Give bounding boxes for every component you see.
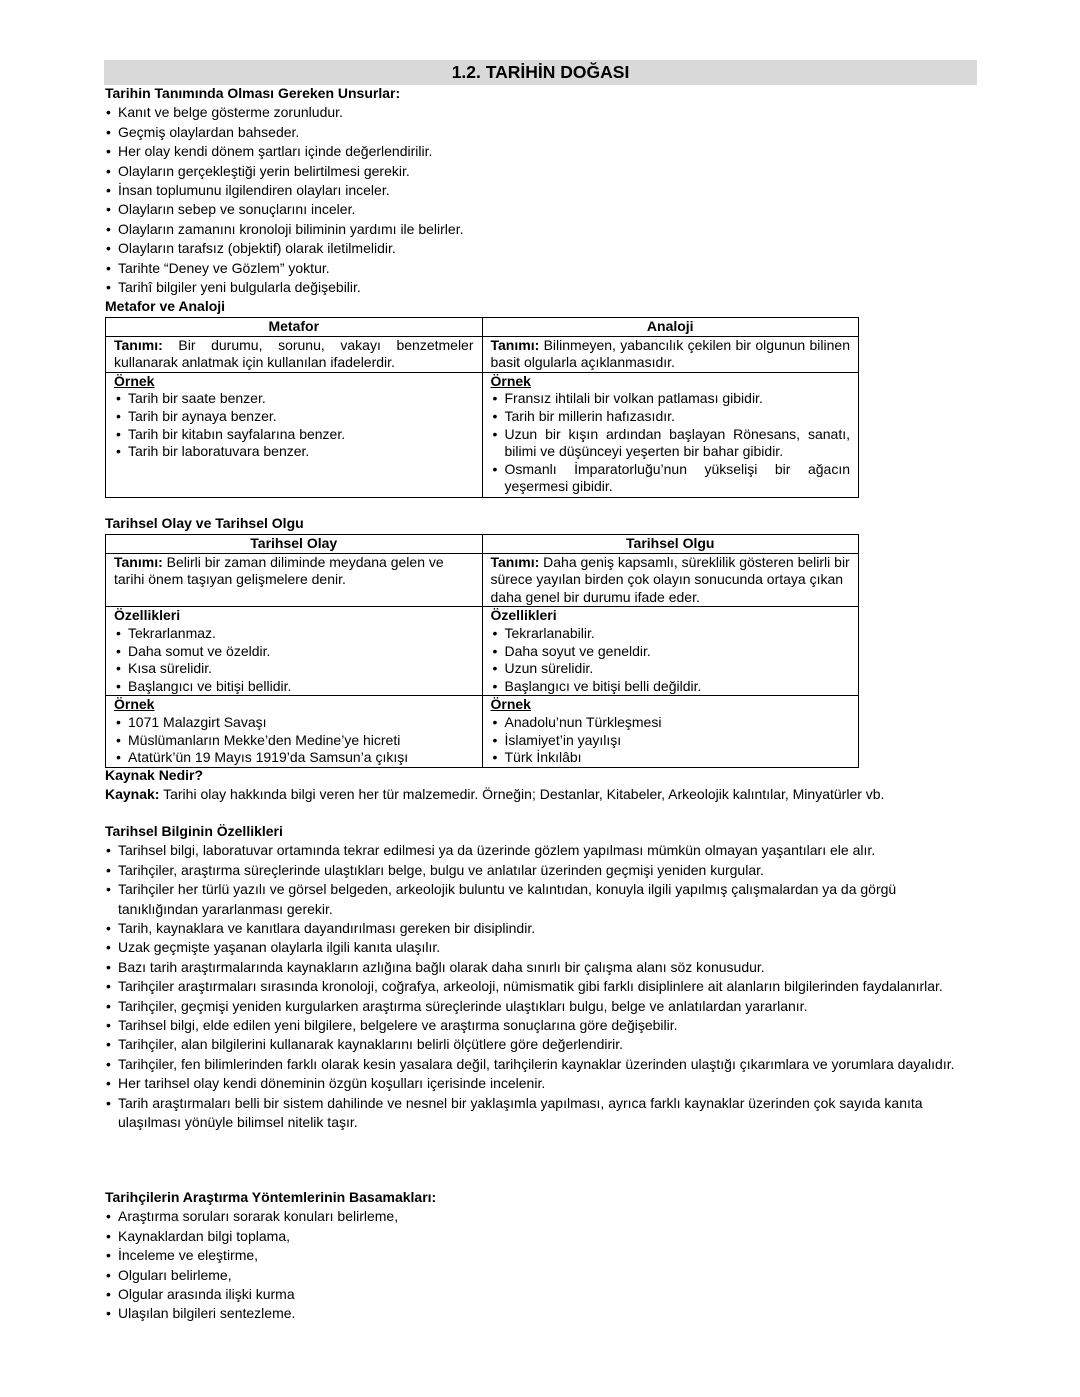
example-list <box>491 714 851 767</box>
list-item: • Tarihçiler, geçmişi yeniden kurgularken araştırma süreçlerinde ulaştıkları bulgu, belge ve anlatılardan yararlanır. <box>105 997 977 1016</box>
list-item: • Tarihte “Deney ve Gözlem” yoktur. <box>105 259 977 278</box>
bilgi-list <box>105 841 977 1132</box>
page-title: 1.2. TARİHİN DOĞASI <box>451 62 630 82</box>
list-item: • Tarih bir saate benzer. <box>114 390 474 408</box>
list-item: • Uzun bir kışın ardından başlayan Rönesans, sanatı, bilimi ve düşünceyi yeşerten bir bahar gibidir. <box>491 426 851 461</box>
list-item: • Olayların tarafsız (objektif) olarak iletilmelidir. <box>105 239 977 258</box>
definition-label: Tanımı: <box>490 553 540 570</box>
list-item: • İslamiyet’in yayılışı <box>491 732 851 750</box>
definition-text: Belirli bir zaman diliminde meydana gelen ve tarihi önem taşıyan gelişmelere denir. <box>114 553 444 588</box>
yontem-section <box>105 1188 977 1324</box>
list-item: • Tarihçiler, araştırma süreçlerinde ulaştıkları belge, bulgu ve anlatılar üzerinden geçmişi yeniden kurgular. <box>105 861 977 880</box>
list-item: • Her olay kendi dönem şartları içinde değerlendirilir. <box>105 142 977 161</box>
olay-table <box>105 534 859 768</box>
list-item: • Tarihçiler her türlü yazılı ve görsel belgeden, arkeolojik buluntu ve kalıntıdan, konuyla ilgili yapılmış çalışmalardan ya da görgü tanıklığından yararlanması gerekir. <box>105 880 977 919</box>
column-header: Tarihsel Olgu <box>482 535 859 554</box>
kaynak-paragraph <box>105 785 977 804</box>
yontem-heading: Tarihçilerin Araştırma Yöntemlerinin Basamakları: <box>105 1189 437 1205</box>
kaynak-label: Kaynak: <box>105 786 160 803</box>
list-item: • Kaynaklardan bilgi toplama, <box>105 1227 977 1246</box>
unsurlar-heading: Tarihin Tanımında Olması Gereken Unsurlar: <box>105 85 401 101</box>
bilgi-heading: Tarihsel Bilginin Özellikleri <box>105 823 283 839</box>
list-item: • Fransız ihtilali bir volkan patlaması gibidir. <box>491 390 851 408</box>
definition-text: Daha geniş kapsamlı, süreklilik gösteren belirli bir sürece yayılan birden çok olayın sonucunda ortaya çıkan daha genel bir durumu ifade eder. <box>490 553 850 605</box>
list-item: • Tekrarlanabilir. <box>491 625 851 643</box>
list-item: • Tarih bir laboratuvara benzer. <box>114 443 474 461</box>
list-item: • Tarihî bilgiler yeni bulgularla değişebilir. <box>105 278 977 297</box>
list-item: • Uzak geçmişte yaşanan olaylarla ilgili kanıta ulaşılır. <box>105 938 977 957</box>
list-item: • Daha soyut ve geneldir. <box>491 643 851 661</box>
table-cell <box>106 553 483 607</box>
list-item: • Geçmiş olaylardan bahseder. <box>105 123 977 142</box>
kaynak-text: Tarihi olay hakkında bilgi veren her tür malzemedir. Örneğin; Destanlar, Kitabeler, Arkeolojik kalıntılar, Minyatürler vb. <box>163 786 885 803</box>
list-item: • Olguları belirleme, <box>105 1266 977 1285</box>
example-label: Örnek <box>114 372 155 389</box>
metafor-table-wrap <box>105 317 859 498</box>
list-item: • Bazı tarih araştırmalarında kaynakların azlığına bağlı olarak daha sınırlı bir çalışma alanı söz konusudur. <box>105 958 977 977</box>
list-item: • Tarih, kaynaklara ve kanıtlara dayandırılması gereken bir disiplindir. <box>105 919 977 938</box>
table-cell <box>106 696 483 767</box>
table-cell <box>482 336 859 372</box>
list-item: • Başlangıcı ve bitişi bellidir. <box>114 678 474 696</box>
list-item: • Olayların sebep ve sonuçlarını inceler. <box>105 200 977 219</box>
column-header: Metafor <box>106 318 483 337</box>
unsurlar-list <box>105 103 977 297</box>
olay-section <box>105 514 977 533</box>
definition-label: Tanımı: <box>114 553 163 570</box>
example-label: Örnek <box>114 696 155 713</box>
table-cell <box>482 553 859 607</box>
column-header: Tarihsel Olay <box>106 535 483 554</box>
definition-text: Bir durumu, sorunu, vakayı benzetmeler kullanarak anlatmak için kullanılan ifadelerdir. <box>114 336 474 371</box>
features-list <box>114 625 474 695</box>
list-item: • İnceleme ve eleştirme, <box>105 1246 977 1265</box>
list-item: • Ulaşılan bilgileri sentezleme. <box>105 1304 977 1323</box>
list-item: • Kısa sürelidir. <box>114 660 474 678</box>
list-item: • Tarihçiler araştırmaları sırasında kronoloji, coğrafya, arkeoloji, nümismatik gibi farklı disiplinlere ait alanların bilgilerinden faydalanırlar. <box>105 977 977 996</box>
definition-label: Tanımı: <box>490 336 540 353</box>
example-label: Örnek <box>490 696 531 713</box>
table-cell <box>482 607 859 696</box>
list-item: • Tarih araştırmaları belli bir sistem dahilinde ve nesnel bir yaklaşımla yapılması, ayrıca farklı kaynaklar üzerinden çok sayıda kanıta ulaşılması yönüyle bilimsel nitelik taşır. <box>105 1094 977 1133</box>
table-cell <box>106 372 483 497</box>
definition-text: Bilinmeyen, yabancılık çekilen bir olgunun bilinen basit olgularla açıklanmasıdır. <box>490 336 851 371</box>
metafor-heading: Metafor ve Analoji <box>105 298 226 315</box>
list-item: • Tarihçiler, alan bilgilerini kullanarak kaynaklarını belirli ölçütlere göre değerlendirir. <box>105 1035 977 1054</box>
list-item: • Olayların gerçekleştiği yerin belirtilmesi gerekir. <box>105 162 977 181</box>
list-item: • Daha somut ve özeldir. <box>114 643 474 661</box>
kaynak-heading: Kaynak Nedir? <box>105 767 204 783</box>
list-item: • Araştırma soruları sorarak konuları belirleme, <box>105 1207 977 1226</box>
list-item: • Tarihçiler, fen bilimlerinden farklı olarak kesin yasalara değil, tarihçilerin kaynaklar üzerinden ulaştığı çıkarımlara ve yorumlara dayalıdır. <box>105 1055 977 1074</box>
list-item: • Osmanlı İmparatorluğu’nun yükselişi bir ağacın yeşermesi gibidir. <box>491 461 851 496</box>
list-item: • Olgular arasında ilişki kurma <box>105 1285 977 1304</box>
example-label: Örnek <box>490 372 531 389</box>
list-item: • Tarihsel bilgi, elde edilen yeni bilgilere, belgelere ve araştırma sonuçlarına göre değişebilir. <box>105 1016 977 1035</box>
list-item: • Müslümanların Mekke’den Medine’ye hicreti <box>114 732 474 750</box>
list-item: • Olayların zamanını kronoloji biliminin yardımı ile belirler. <box>105 220 977 239</box>
list-item: • 1071 Malazgirt Savaşı <box>114 714 474 732</box>
olay-table-wrap <box>105 534 859 768</box>
example-list <box>114 390 474 460</box>
column-header: Analoji <box>482 318 859 337</box>
example-list <box>491 390 851 496</box>
unsurlar-section <box>105 84 977 317</box>
list-item: • Kanıt ve belge gösterme zorunludur. <box>105 103 977 122</box>
list-item: • Uzun sürelidir. <box>491 660 851 678</box>
list-item: • Başlangıcı ve bitişi belli değildir. <box>491 678 851 696</box>
table-cell <box>482 696 859 767</box>
definition-label: Tanımı: <box>114 336 163 353</box>
table-cell <box>106 607 483 696</box>
table-cell <box>106 336 483 372</box>
list-item: • İnsan toplumunu ilgilendiren olayları inceler. <box>105 181 977 200</box>
list-item: • Tarih bir aynaya benzer. <box>114 408 474 426</box>
list-item: • Tarih bir kitabın sayfalarına benzer. <box>114 426 474 444</box>
example-list <box>114 714 474 767</box>
features-list <box>491 625 851 695</box>
list-item: • Tarihsel bilgi, laboratuvar ortamında tekrar edilmesi ya da üzerinde gözlem yapılması mümkün olmayan yaşantıları ele alır. <box>105 841 977 860</box>
metafor-table <box>105 317 859 498</box>
list-item: • Anadolu’nun Türkleşmesi <box>491 714 851 732</box>
list-item: • Atatürk’ün 19 Mayıs 1919’da Samsun’a çıkışı <box>114 749 474 767</box>
yontem-list <box>105 1207 977 1323</box>
kaynak-section <box>105 766 977 805</box>
olay-heading: Tarihsel Olay ve Tarihsel Olgu <box>105 515 304 531</box>
features-label: Özellikleri <box>114 607 181 624</box>
title-bar <box>104 60 977 85</box>
features-label: Özellikleri <box>490 607 557 624</box>
list-item: • Tarih bir millerin hafızasıdır. <box>491 408 851 426</box>
list-item: • Her tarihsel olay kendi döneminin özgün koşulları içerisinde incelenir. <box>105 1074 977 1093</box>
list-item: • Türk İnkılâbı <box>491 749 851 767</box>
list-item: • Tekrarlanmaz. <box>114 625 474 643</box>
bilgi-section <box>105 822 977 1133</box>
table-cell <box>482 372 859 497</box>
